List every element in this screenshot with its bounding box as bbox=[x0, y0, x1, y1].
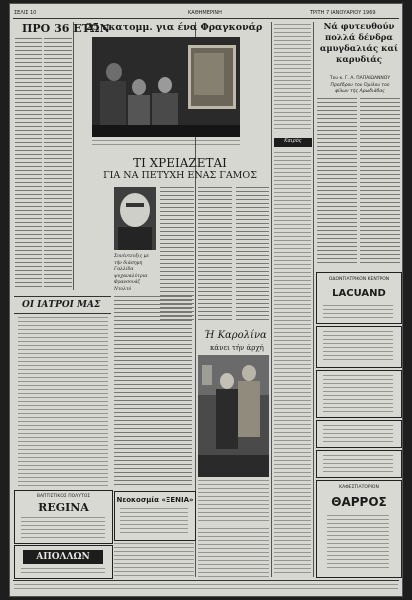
tharros-ad bbox=[316, 480, 402, 578]
office-text bbox=[323, 455, 393, 473]
xenia-ad bbox=[114, 491, 196, 541]
article-body bbox=[198, 480, 269, 524]
article-body bbox=[198, 187, 232, 322]
doctors-rule-top bbox=[14, 296, 111, 297]
column-rule bbox=[313, 22, 314, 577]
apollon-ad bbox=[14, 545, 113, 579]
clinic-text bbox=[323, 331, 393, 363]
apollon-brand: ΑΠΟΛΛΩΝ bbox=[23, 550, 103, 564]
right-top-byline: Του κ. Γ. Α. ΠΑΠΑΙΩΑΝΝΟΥ bbox=[329, 76, 391, 81]
bottom-listing bbox=[198, 528, 269, 577]
footer-line bbox=[14, 584, 398, 590]
tharros-text bbox=[327, 515, 389, 569]
listing-label: Καιρός bbox=[274, 138, 312, 147]
regina-ad bbox=[14, 490, 113, 544]
portrait-caption: Συνέντευξις με τήν διάσημη Γαλλίδα ψυχαναλύτρια Φρανσουάζ Ντολτό bbox=[114, 254, 149, 292]
page-label: ΣΕΛΙΣ 10 bbox=[14, 10, 37, 16]
tharros-brand: ΘΑΡΡΟΣ bbox=[331, 495, 387, 509]
left-top-title: ΠΡΟ 36 ΕΤΩΝ bbox=[22, 22, 110, 35]
center-top-title: 25 εκατομμ. για ένα Φραγκονάρ bbox=[86, 22, 263, 33]
article-body bbox=[44, 38, 72, 290]
column-rule bbox=[73, 22, 74, 290]
newspaper-page bbox=[10, 4, 402, 596]
carolina-title-2: κάνει τήν άρχή bbox=[210, 344, 264, 352]
clinic-ad bbox=[316, 326, 402, 368]
doctor-text bbox=[323, 375, 393, 413]
right-top-title: Νά φυτευθούν πολλά δένδρα αμυγδαλιάς καί καρυδιάς bbox=[319, 22, 399, 65]
tharros-kicker: ΚΑΦΕΣΤΙΑΤΟΡΙΟΝ bbox=[339, 485, 379, 490]
listing-column bbox=[274, 428, 311, 576]
article-body bbox=[236, 187, 269, 322]
xenia-text bbox=[120, 508, 188, 536]
article-body bbox=[360, 98, 400, 266]
doctors-listing bbox=[18, 317, 108, 487]
doctors-rule-bottom bbox=[14, 313, 111, 314]
apollon-text bbox=[21, 568, 105, 576]
schedule-listing bbox=[274, 24, 311, 132]
regina-brand: REGINA bbox=[38, 501, 89, 514]
listing-column bbox=[274, 152, 311, 422]
footer-rule bbox=[13, 580, 399, 581]
notice-ad bbox=[316, 420, 402, 448]
lacuand-brand: LACUAND bbox=[332, 288, 386, 299]
issue-date: ΤΡΙΤΗ 7 ΙΑΝΟΥΑΡΙΟΥ 1969 bbox=[310, 10, 376, 16]
carolina-title-1: Ή Καρολίνα bbox=[204, 330, 267, 341]
bottom-listing bbox=[114, 543, 194, 577]
lacuand-kicker: ΟΔΟΝΤΙΑΤΡΙΚΟΝ ΚΕΝΤΡΟΝ bbox=[328, 277, 390, 282]
article-body bbox=[317, 98, 357, 266]
header-rule bbox=[13, 18, 399, 19]
right-top-sub1: Προέδρου του Όμίλου τού bbox=[330, 83, 390, 88]
center-main-title-2: ΓΙΑ ΝΑ ΠΕΤΥΧΗ ΕΝΑΣ ΓΑΜΟΣ bbox=[103, 170, 257, 181]
lacuand-ad bbox=[316, 272, 402, 324]
xenia-title: Νεοκοσμία «ΞΕΝΙΑ» bbox=[116, 496, 194, 504]
carolina-photo bbox=[198, 355, 269, 477]
masthead: ΚΑΘΗΜΕΡΙΝΗ bbox=[188, 10, 222, 16]
fragonard-photo bbox=[92, 37, 240, 137]
center-main-title-1: ΤΙ ΧΡΕΙΑΖΕΤΑΙ bbox=[133, 156, 227, 170]
office-ad bbox=[316, 450, 402, 478]
lacuand-text bbox=[323, 305, 393, 319]
right-top-sub2: φίλων τής Αρωδιάδας bbox=[335, 89, 385, 94]
article-body bbox=[15, 38, 42, 290]
article-body bbox=[274, 424, 311, 425]
notice-text bbox=[323, 425, 393, 443]
portrait-photo bbox=[114, 187, 156, 250]
column-rule bbox=[271, 22, 272, 577]
regina-kicker: ΒΑΠΤΙΣΤΙΚΟΣ ΠΟΛΥΤΟΣ bbox=[36, 494, 91, 499]
article-body bbox=[114, 296, 192, 488]
article-body bbox=[92, 140, 240, 148]
right-top-title-line1 bbox=[318, 22, 400, 66]
doctor-ad bbox=[316, 370, 402, 418]
doctors-title: ΟΙ ΙΑΤΡΟΙ ΜΑΣ bbox=[22, 300, 101, 310]
regina-text bbox=[21, 517, 105, 539]
